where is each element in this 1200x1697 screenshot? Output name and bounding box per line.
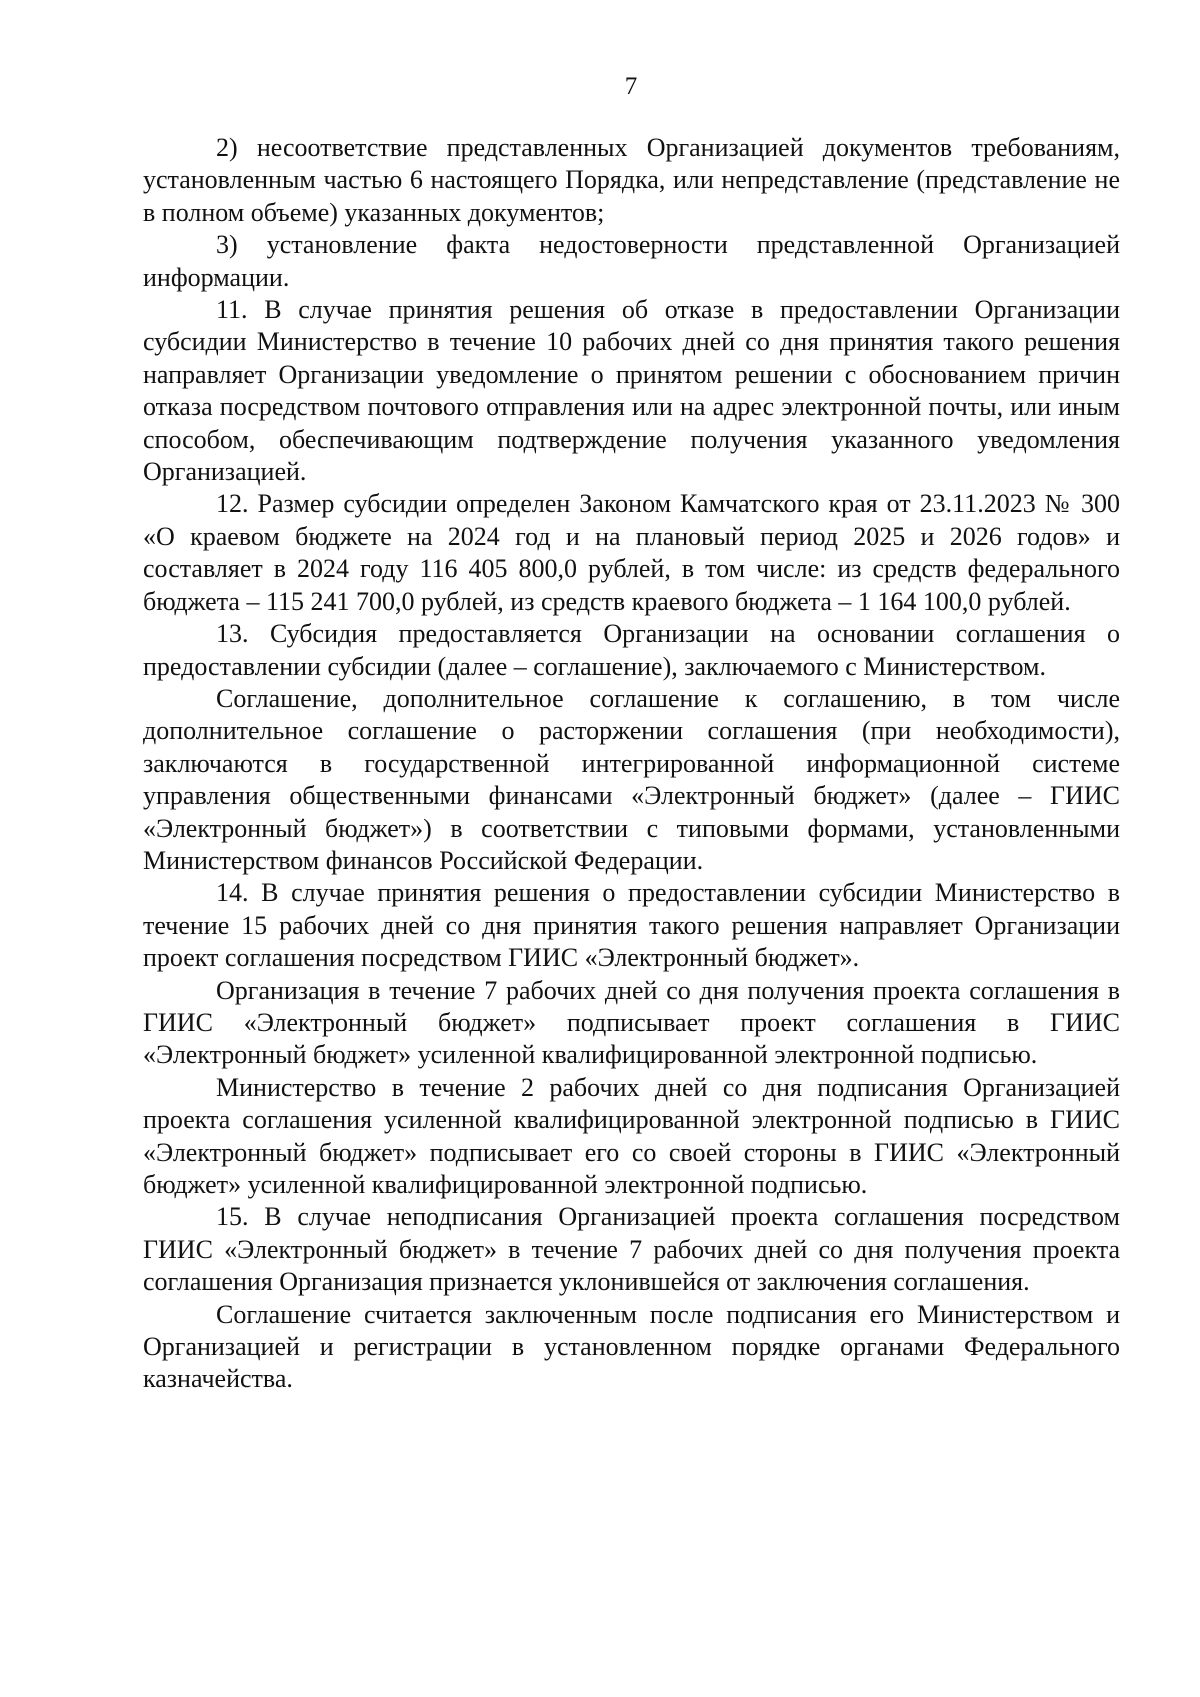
document-body [143, 132, 1120, 1396]
paragraph-12-subsidy-amount: 12. Размер субсидии определен Законом Камчатского края от 23.11.2023 № 300 «О краевом бюджете на 2024 год и на плановый период 2025 и 2026 годов» и составляет в 2024 году 116 405 800,0 рублей, в том числе: из средств федерального бюджета – 115 241 700,0 рублей, из средств краевого бюджета – 1 164 100,0 рублей. [143, 489, 1120, 616]
paragraph-ministry-signing: Министерство в течение 2 рабочих дней со дня подписания Организацией проекта соглашения усиленной квалифицированной электронной подписью в ГИИС «Электронный бюджет» подписывает его со своей стороны в ГИИС «Электронный бюджет» усиленной квалифицированной электронной подписью. [143, 1072, 1120, 1199]
paragraph-organization-signing: Организация в течение 7 рабочих дней со дня получения проекта соглашения в ГИИС «Электронный бюджет» подписывает проект соглашения в ГИИС «Электронный бюджет» усиленной квалифицированной электронной подписью. [143, 975, 1120, 1070]
paragraph-14-draft-agreement: 14. В случае принятия решения о предоставлении субсидии Министерство в течение 15 рабочих дней со дня принятия такого решения направляет Организации проект соглашения посредством ГИИС «Электронный бюджет». [143, 878, 1120, 973]
paragraph-agreement-system: Соглашение, дополнительное соглашение к соглашению, в том числе дополнительное соглашение о расторжении соглашения (при необходимости), заключаются в государственной интегрированной информационной системе управления общественными финансами «Электронный бюджет» (далее – ГИИС «Электронный бюджет») в соответствии с типовыми формами, установленными Министерством финансов Российской Федерации. [143, 683, 1120, 875]
page-number: 7 [624, 73, 638, 100]
paragraph-15-non-signing: 15. В случае неподписания Организацией проекта соглашения посредством ГИИС «Электронный бюджет» в течение 7 рабочих дней со дня получения проекта соглашения Организация признается уклонившейся от заключения соглашения. [143, 1202, 1120, 1297]
paragraph-item-3-unreliable-info: 3) установление факта недостоверности представленной Организацией информации. [143, 230, 1120, 292]
paragraph-agreement-concluded: Соглашение считается заключенным после подписания его Министерством и Организацией и регистрации в установленном порядке органами Федерального казначейства. [143, 1299, 1120, 1394]
paragraph-11-refusal-notice: 11. В случае принятия решения об отказе в предоставлении Организации субсидии Министерство в течение 10 рабочих дней со дня принятия такого решения направляет Организации уведомление о принятом решении с обоснованием причин отказа посредством почтового отправления или на адрес электронной почты, или иным способом, обеспечивающим подтверждение получения указанного уведомления Организацией. [143, 295, 1120, 487]
paragraph-item-2-mismatch: 2) несоответствие представленных Организацией документов требованиям, установленным частью 6 настоящего Порядка, или непредставление (представление не в полном объеме) указанных документов; [143, 133, 1120, 227]
paragraph-13-agreement-basis: 13. Субсидия предоставляется Организации на основании соглашения о предоставлении субсидии (далее – соглашение), заключаемого с Министерством. [143, 619, 1120, 681]
